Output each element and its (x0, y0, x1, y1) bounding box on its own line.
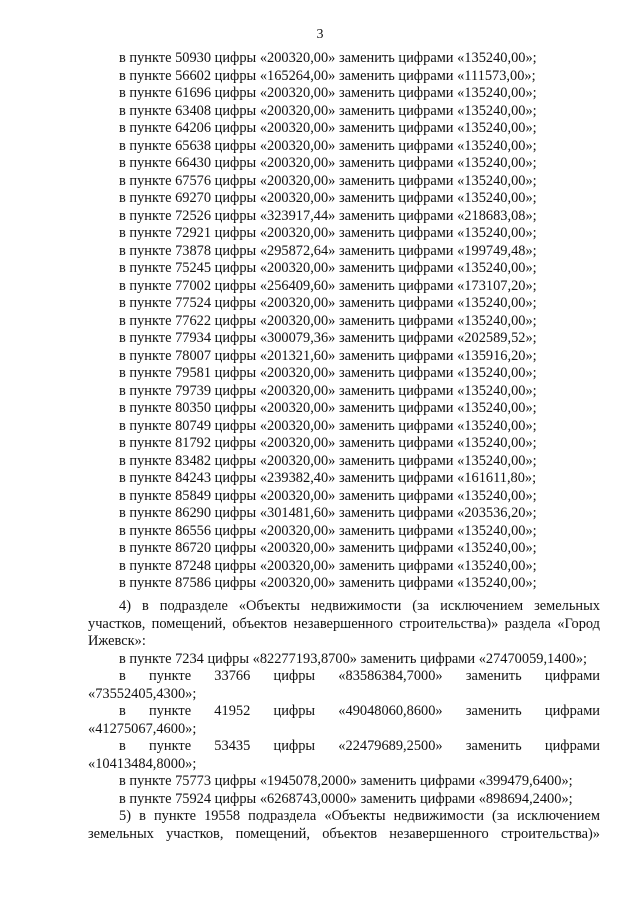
page-number: 3 (316, 27, 324, 42)
list-item: в пункте 77934 цифры «300079,36» заменить цифрами «202589,52»; (119, 330, 537, 346)
list-item: в пункте 87586 цифры «200320,00» заменить цифрами «135240,00»; (119, 575, 537, 591)
section4-heading-line3: Ижевск»: (88, 633, 146, 649)
list-item: в пункте 80350 цифры «200320,00» заменить цифрами «135240,00»; (119, 400, 537, 416)
list-item: в пункте 84243 цифры «239382,40» заменить цифрами «161611,80»; (119, 470, 537, 486)
list-item: в пункте 77524 цифры «200320,00» заменить цифрами «135240,00»; (119, 295, 537, 311)
list-item: в пункте 86556 цифры «200320,00» заменить цифрами «135240,00»; (119, 522, 537, 539)
list-item: в пункте 78007 цифры «201321,60» заменить цифрами «135916,20»; (119, 347, 537, 364)
list-item: в пункте 81792 цифры «200320,00» заменить цифрами «135240,00»; (119, 435, 537, 451)
section4-item-53435: в пункте 53435 цифры «22479689,2500» заменить цифрами (119, 738, 600, 754)
list-item: в пункте 69270 цифры «200320,00» заменить цифрами «135240,00»; (119, 190, 537, 206)
list-item: в пункте 79739 цифры «200320,00» заменить цифрами «135240,00»; (119, 382, 537, 399)
list-item: в пункте 72921 цифры «200320,00» заменить цифрами «135240,00»; (119, 225, 537, 241)
section5-heading-line2: земельных участков, помещений, объектов незавершенного строительства)» (88, 825, 600, 842)
list-item: в пункте 56602 цифры «165264,00» заменить цифрами «111573,00»; (119, 67, 536, 84)
list-item: в пункте 50930 цифры «200320,00» заменить цифрами «135240,00»; (119, 50, 537, 66)
section4-item-53435-cont: «10413484,8000»; (88, 755, 197, 772)
list-item: в пункте 67576 цифры «200320,00» заменить цифрами «135240,00»; (119, 172, 537, 189)
list-item: в пункте 87248 цифры «200320,00» заменить цифрами «135240,00»; (119, 557, 537, 574)
list-item: в пункте 65638 цифры «200320,00» заменить цифрами «135240,00»; (119, 137, 537, 154)
list-item: в пункте 86720 цифры «200320,00» заменить цифрами «135240,00»; (119, 540, 537, 556)
section4-item-41952-cont: «41275067,4600»; (88, 720, 197, 737)
list-item: в пункте 86290 цифры «301481,60» заменить цифрами «203536,20»; (119, 505, 537, 521)
list-item: в пункте 64206 цифры «200320,00» заменить цифрами «135240,00»; (119, 120, 537, 136)
section5-heading-line1: 5) в пункте 19558 подраздела «Объекты недвижимости (за исключением (119, 808, 600, 824)
list-item: в пункте 72526 цифры «323917,44» заменить цифрами «218683,08»; (119, 207, 537, 224)
list-item: в пункте 83482 цифры «200320,00» заменить цифрами «135240,00»; (119, 452, 537, 469)
list-item: в пункте 63408 цифры «200320,00» заменить цифрами «135240,00»; (119, 102, 537, 119)
list-item: в пункте 77622 цифры «200320,00» заменить цифрами «135240,00»; (119, 312, 537, 329)
list-item: в пункте 85849 цифры «200320,00» заменить цифрами «135240,00»; (119, 487, 537, 504)
section4-item-41952: в пункте 41952 цифры «49048060,8600» заменить цифрами (119, 703, 600, 719)
list-item: в пункте 75245 цифры «200320,00» заменить цифрами «135240,00»; (119, 260, 537, 276)
section4-item-33766-cont: «73552405,4300»; (88, 685, 197, 702)
section4-item-75924: в пункте 75924 цифры «6268743,0000» заменить цифрами «898694,2400»; (119, 790, 573, 807)
list-item: в пункте 79581 цифры «200320,00» заменить цифрами «135240,00»; (119, 365, 537, 381)
list-item: в пункте 66430 цифры «200320,00» заменить цифрами «135240,00»; (119, 155, 537, 171)
list-item: в пункте 61696 цифры «200320,00» заменить цифрами «135240,00»; (119, 85, 537, 101)
amendment-list (119, 50, 589, 593)
section4-item-75773: в пункте 75773 цифры «1945078,2000» заменить цифрами «399479,6400»; (119, 773, 573, 789)
list-item: в пункте 80749 цифры «200320,00» заменить цифрами «135240,00»; (119, 417, 537, 434)
section4-item-33766: в пункте 33766 цифры «83586384,7000» заменить цифрами (119, 668, 600, 684)
section4-heading-line1: 4) в подразделе «Объекты недвижимости (за исключением земельных (119, 598, 600, 614)
document-body (88, 598, 600, 843)
section4-item-7234: в пункте 7234 цифры «82277193,8700» заменить цифрами «27470059,1400»; (119, 650, 588, 667)
section4-heading-line2: участков, помещений, объектов незавершенного строительства)» раздела «Город (88, 615, 600, 632)
list-item: в пункте 73878 цифры «295872,64» заменить цифрами «199749,48»; (119, 242, 537, 259)
list-item: в пункте 77002 цифры «256409,60» заменить цифрами «173107,20»; (119, 277, 537, 294)
